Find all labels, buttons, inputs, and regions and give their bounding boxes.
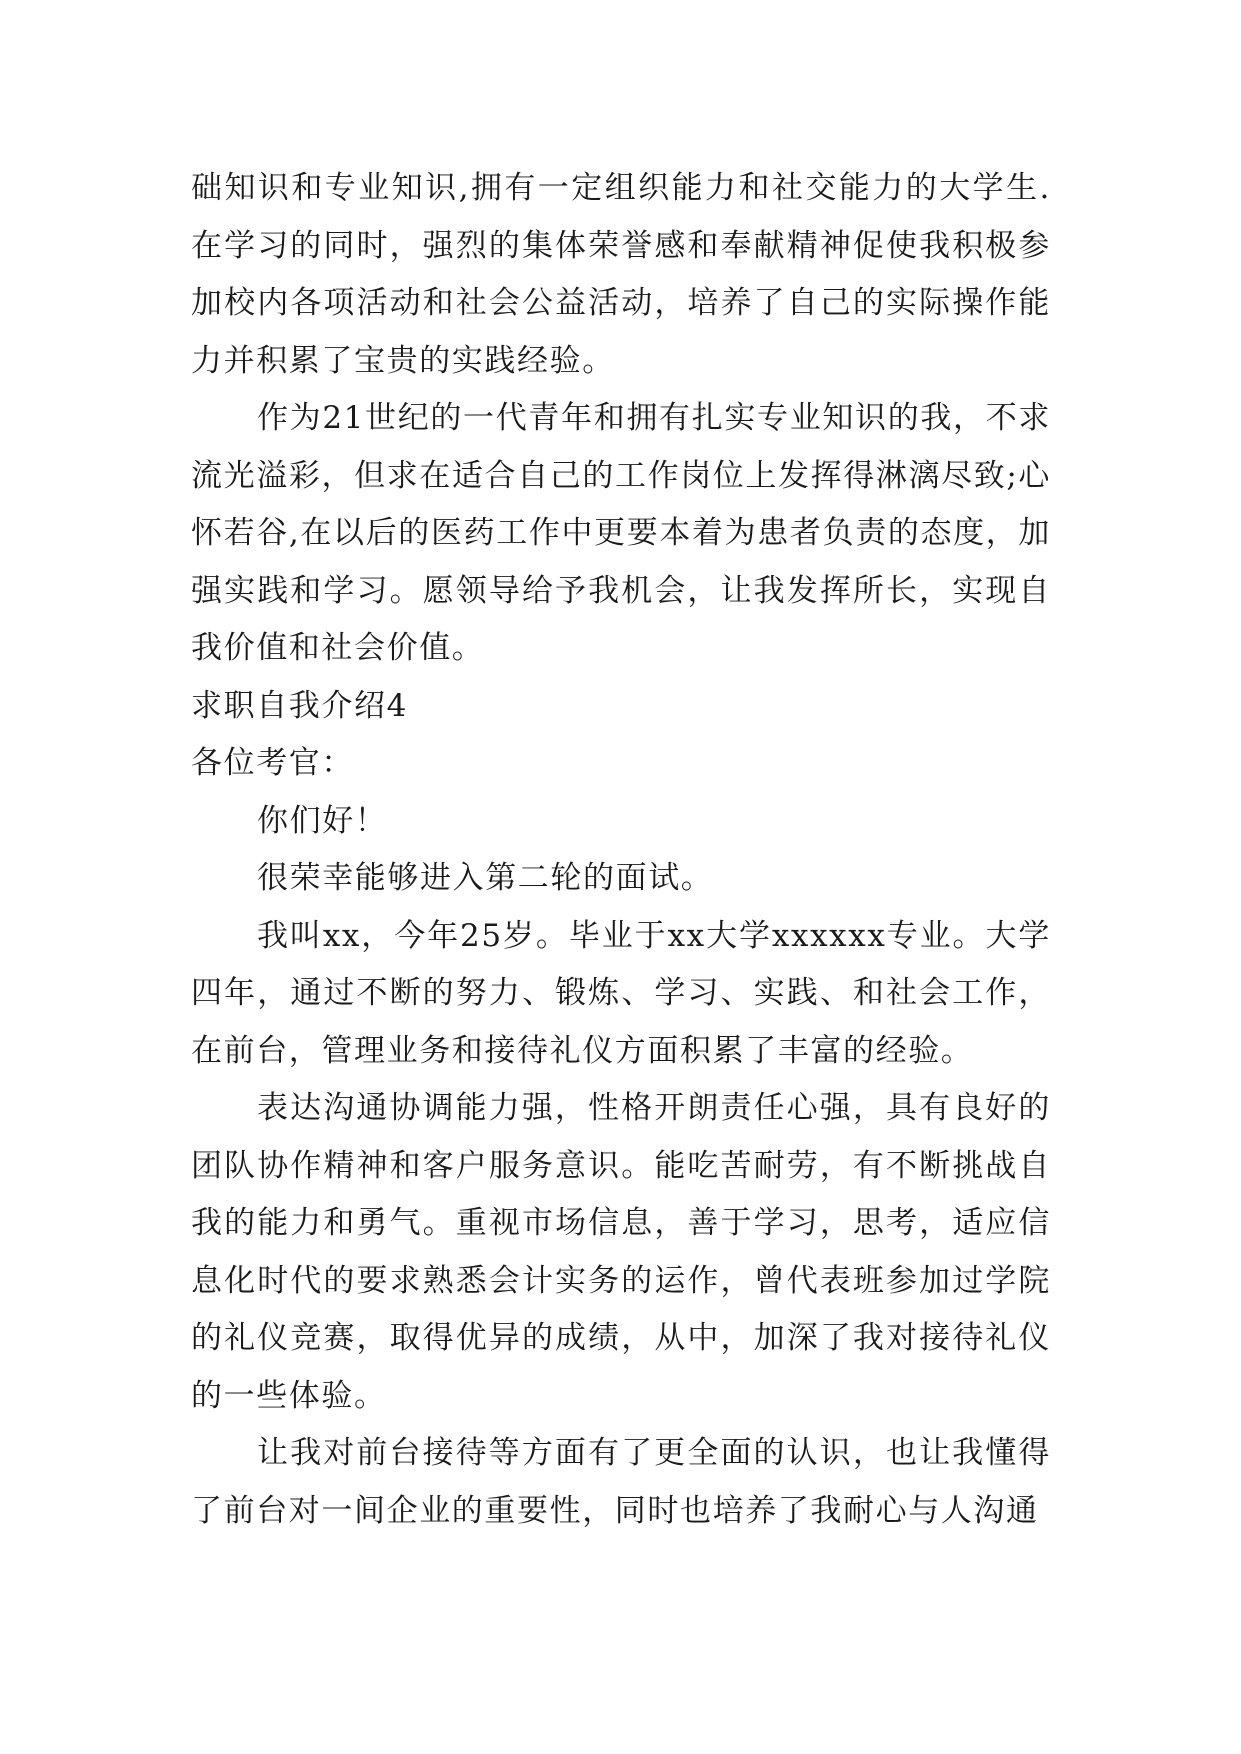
salutation: 各位考官： [191, 745, 354, 781]
paragraph-skills: 表达沟通协调能力强，性格开朗责任心强，具有良好的团队协作精神和客户服务意识。能吃苦耐劳，有不断挑战自我的能力和勇气。重视市场信息，善于学习，思考，适应信息化时代的要求熟悉会计实务的运作，曾代表班参加过学院的礼仪竞赛，取得优异的成绩，从中，加深了我对接待礼仪的一些体验。 [191, 1090, 1051, 1414]
paragraph-experience: 让我对前台接待等方面有了更全面的认识，也让我懂得了前台对一间企业的重要性，同时也培养了我耐心与人沟通 [191, 1435, 1051, 1529]
greeting: 你们好！ [257, 802, 388, 839]
section-heading: 求职自我介绍4 [191, 687, 408, 724]
paragraph-aspiration: 作为21世纪的一代青年和拥有扎实专业知识的我，不求流光溢彩，但求在适合自己的工作岗位上发挥得淋漓尽致;心怀若谷,在以后的医药工作中更要本着为患者负责的态度，加强实践和学习。愿领导给予我机会，让我发挥所长，实现自我价值和社会价值。 [191, 400, 1051, 666]
paragraph-introduction: 我叫xx，今年25岁。毕业于xx大学xxxxxx专业。大学四年，通过不断的努力、锻炼、学习、实践、和社会工作，在前台，管理业务和接待礼仪方面积累了丰富的经验。 [191, 917, 1051, 1069]
paragraph-opening: 很荣幸能够进入第二轮的面试。 [257, 860, 714, 896]
document-body [191, 160, 1051, 1540]
paragraph-continuation: 础知识和专业知识,拥有一定组织能力和社交能力的大学生.在学习的同时，强烈的集体荣誉感和奉献精神促使我积极参加校内各项活动和社会公益活动，培养了自己的实际操作能力并积累了宝贵的实践经验。 [191, 170, 1051, 379]
